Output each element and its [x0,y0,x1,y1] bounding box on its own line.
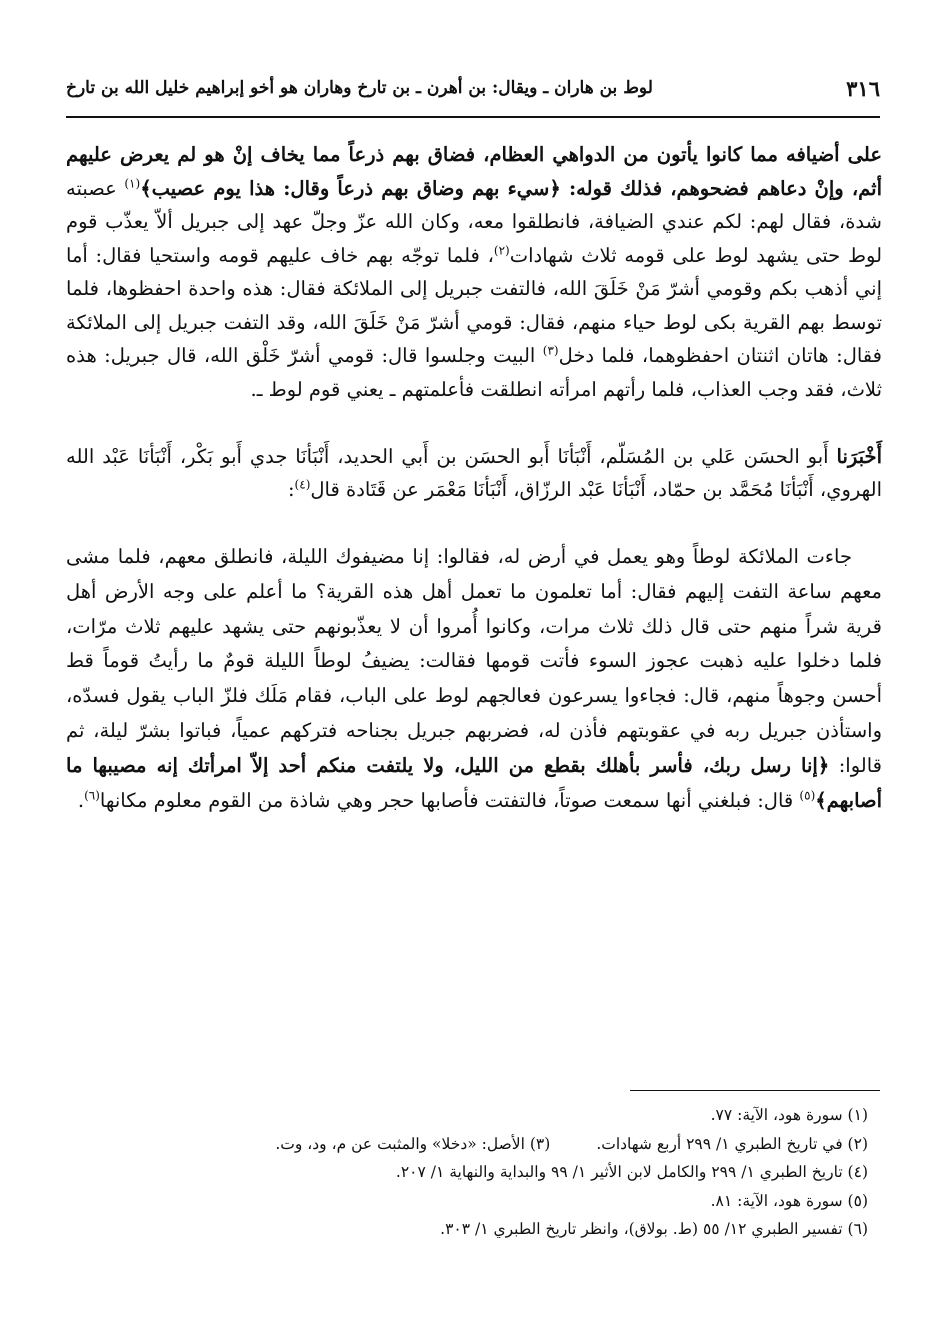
footnote-row [66,1215,868,1244]
footnote-4: (٤) تاريخ الطبري ١/ ٢٩٩ والكامل لابن الأثير ١/ ٩٩ والبداية والنهاية ١/ ٢٠٧. [395,1163,868,1181]
footnote-row [66,1158,868,1187]
paragraph-3-text-a: جاءت الملائكة لوطاً وهو يعمل في أرض له، فقالوا: إنا مضيفوك الليلة، فانطلق معهم، فلما مشى معهم ساعة التفت إليهم فقال: أما تعلمون ما تعمل أهل هذه القرية؟ ما أعلم على وجه الأرض أهل قرية شراً منهم حتى قال ذلك ثلاث مرات، وكانوا أُمروا أن لا يعذّبونهم حتى يشهد عليهم ثلاث مرّات، فلما دخلوا عليه ذهبت عجوز السوء فأتت قومها فقالت: يضيفُ لوطاً الليلة قومٌ ما رأيتُ قوماً قط أحسن وجوهاً منهم، قال: فجاءوا يسرعون فعالجهم لوط على الباب، فقام مَلَك فلزّ الباب يقول فسدّه، واستأذن جبريل ربه في عقوبتهم فأذن له، فضربهم جبريل بجناحه فتركهم عمياً، فباتوا بشرّ ليلة، ثم قالوا: [66,545,883,777]
isnad-end: : [287,478,295,501]
isnad-paragraph [66,440,882,506]
main-text [66,138,882,818]
page-header [66,66,880,110]
paragraph-1-text-a: عصبته شدة، فقال لهم: لكم عندي الضيافة، فانطلقوا معه، وكان الله عزّ وجلّ عهد إلى جبريل ألاّ يعذّب قوم لوط حتى يشهد لوط على قومه ثلاث شهادات [66,176,883,267]
paragraph-3-text-b: قال: فبلغني أنها سمعت صوتاً، فالتفتت فأصابها حجر وهي شاذة من القوم معلوم مكانها [99,788,800,812]
quran-quote: ﴿إنا رسل ربك، فأسر بأهلك بقطع من الليل، ولا يلتفت منكم أحد إلاّ امرأتك إنه مصيبها ما أصابهم﴾ [66,753,882,812]
footnotes [66,1101,868,1244]
footnote-6: (٦) تفسير الطبري ١٢/ ٥٥ (ط. بولاق)، وانظر تاريخ الطبري ١/ ٣٠٣. [440,1220,868,1238]
paragraph-3-end: . [77,788,85,812]
footnote-row [66,1187,868,1216]
footnote-2: (٢) في تاريخ الطبري ١/ ٢٩٩ أربع شهادات. [596,1134,868,1153]
footnote-1: (١) سورة هود، الآية: ٧٧. [710,1106,868,1124]
akhbarana-word: أَخْبَرَنا [836,445,882,468]
footnote-ref-1: (١) [124,176,141,190]
paragraph-1-text-b: ، فلما توجّه بهم خاف عليهم قومه واستحيا فقال: أما إني أذهب بكم وقومي أشرّ مَنْ خَلَقَ الله، فالتفت جبريل إلى الملائكة فقال: هذه واحدة احفظوها، فلما توسط بهم القرية بكى لوط حياء منهم، فقال: قومي أشرّ مَنْ خَلَقَ الله، وقد التفت جبريل إلى الملائكة فقال: هاتان اثنتان احفظوهما، فلما دخل [66,243,882,367]
footnote-ref-5: (٥) [799,788,816,803]
paragraph-1 [66,138,882,406]
footnote-ref-3: (٣) [542,343,559,358]
header-rule [66,116,880,118]
footnote-ref-2: (٢) [493,243,510,257]
footnote-ref-4: (٤) [294,477,311,492]
footnote-3: (٣) الأصل: «دخلا» والمثبت عن م، ود، وت. [275,1134,551,1153]
running-head: لوط بن هاران ـ ويقال: بن أهرن ـ بن تارخ وهاران هو أخو إبراهيم خليل الله بن تارخ [66,78,653,98]
footnote-ref-6: (٦) [84,788,100,803]
footnote-row [66,1130,868,1159]
paragraph-1-bold-text: على أضيافه مما كانوا يأتون من الدواهي العظام، فضاق بهم ذرعاً مما يخاف إنْ هو لم يعرض عليهم أثم، وإنْ دعاهم فضحوهم، فذلك قوله: ﴿سيء بهم وضاق بهم ذرعاً وقال: هذا يوم عصيب﴾ [66,143,883,200]
isnad-text: أَبو الحسَن عَلي بن المُسَلّم، أَنْبَأنَا أَبو الحسَن بن أَبي الحديد، أَنْبَأنَا جدي أَبو بَكْر، أَنْبَأنَا عَبْد الله الهروي، أَنْبَأنَا مُحَمَّد بن حمّاد، أَنْبَأنَا عَبْد الرزّاق، أَنْبَأنَا مَعْمَر عن قَتَادة قال [66,445,882,501]
page-number: ٣١٦ [846,75,880,101]
footnote-rule [630,1090,880,1091]
paragraph-3 [66,540,882,818]
paragraph-1-text-c: البيت وجلسوا قال: قومي أشرّ خَلْق الله، قال جبريل: هذه ثلاث، فقد وجب العذاب، فلما رأتهم امرأته انطلقت فأعلمتهم ـ يعني قوم لوط ـ. [66,344,882,401]
footnote-row [66,1101,868,1130]
footnote-5: (٥) سورة هود، الآية: ٨١. [710,1191,868,1210]
